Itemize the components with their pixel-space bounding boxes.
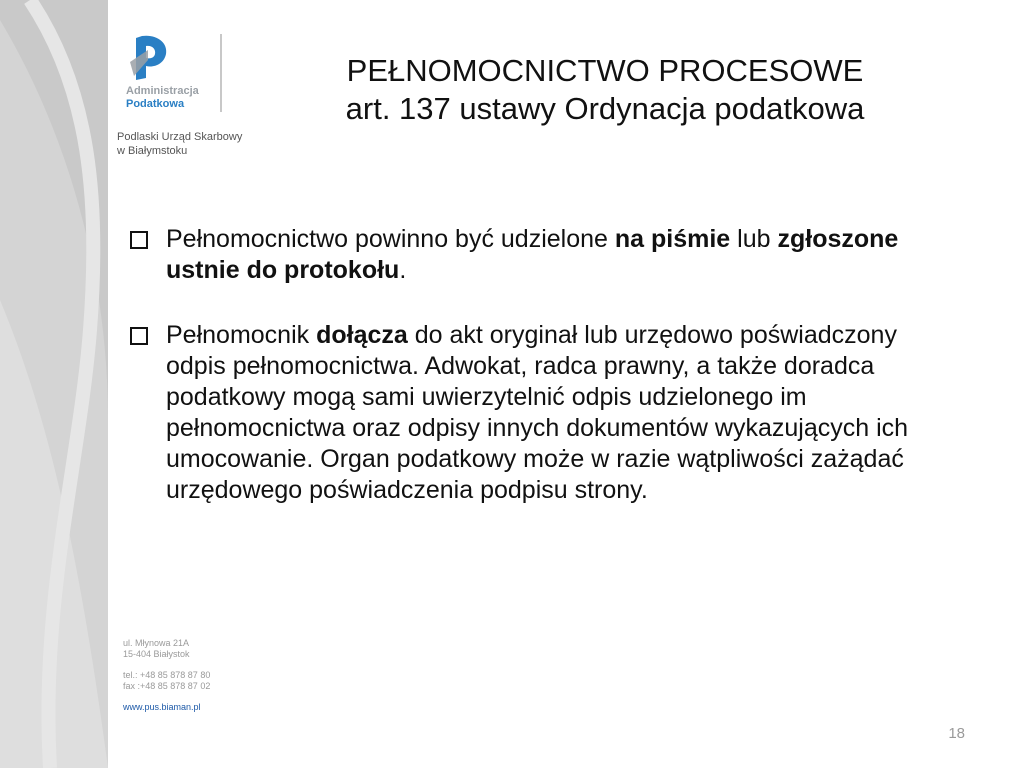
decorative-curves <box>0 0 108 768</box>
bullet-2-segment: do akt oryginał lub urzędowo poświadczony odpis pełnomocnictwa. Adwokat, radca prawny, a także doradca podatkowy mogą sami uwierzytelnić odpis udzielonego im pełnomocnictwa oraz odpisy innych dokumentów wykazujących ich umocowanie. Organ podatkowy może w razie wątpliwości zażądać urzędowego poświadczenia podpisu strony. <box>166 321 909 504</box>
logo-line-1: Administracja <box>126 85 199 97</box>
bullet-text <box>166 224 948 286</box>
bullet-item <box>128 320 948 506</box>
logo-mark-icon <box>126 32 172 82</box>
slide-title <box>250 52 960 128</box>
office-name <box>117 130 242 158</box>
bullet-2-segment: Pełnomocnik <box>166 321 317 349</box>
administracja-podatkowa-logo <box>118 30 228 115</box>
bullet-2-bold-segment: dołącza <box>316 321 408 349</box>
checkbox-bullet-icon <box>130 327 148 345</box>
bullet-item <box>128 224 948 286</box>
office-line-2: w Białymstoku <box>117 145 188 157</box>
address-line-2: 15-404 Białystok <box>123 649 190 659</box>
bullet-1-segment: . <box>399 256 407 284</box>
bullet-1-bold-segment: zgłoszone ustnie do protokołu <box>166 225 899 284</box>
bullet-1-segment: lub <box>730 225 778 253</box>
checkbox-bullet-icon <box>130 231 148 249</box>
bullet-1-segment: Pełnomocnictwo powinno być udzielone <box>166 225 615 253</box>
phone-number: tel.: +48 85 878 87 80 <box>123 670 211 680</box>
website-link[interactable]: www.pus.biaman.pl <box>123 702 201 712</box>
office-line-1: Podlaski Urząd Skarbowy <box>117 131 243 143</box>
title-line-1: PEŁNOMOCNICTWO PROCESOWE <box>346 53 864 88</box>
logo-line-2: Podatkowa <box>126 98 185 110</box>
bullet-1-bold-segment: na piśmie <box>614 225 731 253</box>
fax-number: fax :+48 85 878 87 02 <box>123 681 211 691</box>
side-band <box>0 0 108 768</box>
logo-divider <box>220 34 222 112</box>
address-line-1: ul. Młynowa 21A <box>123 638 190 648</box>
bullet-text <box>166 320 948 506</box>
title-line-2: art. 137 ustawy Ordynacja podatkowa <box>345 91 865 126</box>
page-number: 18 <box>948 725 965 742</box>
contact-footer <box>123 638 210 713</box>
slide-content <box>128 224 948 540</box>
